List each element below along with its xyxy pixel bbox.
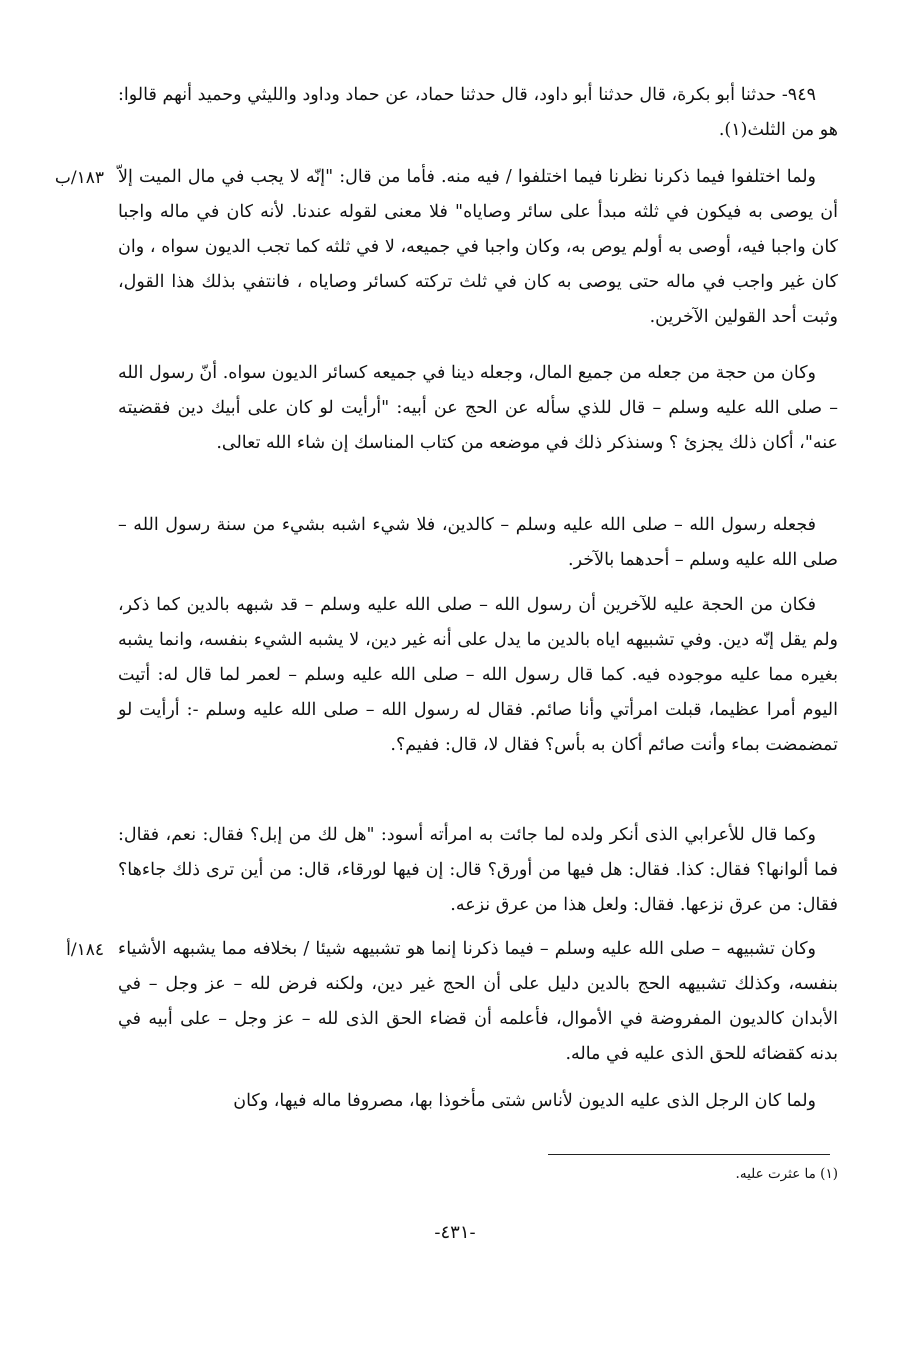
paragraph-block-2: [118, 160, 838, 335]
paragraph-disagreement: ولما اختلفوا فيما ذكرنا نظرنا فيما اختلفوا / فيه منه. فأما من قال: "إنّه لا يجب في مال الميت إلاّ أن يوصى به فيكون في ثلثه مبدأ على سائر وصاياه" فلا معنى لقوله عندنا. لأنه كان في ماله واجبا كان واجبا فيه، أوصى به أولم يوص به، وكان واجبا في جميعه، لا في ثلثه كما تجب الديون سواه ، وان كان غير واجب في ماله حتى يوصى به كان في ثلث تركته كسائر وصاياه ، فانتفي بذلك هذا القول، وثبت أحد القولين الآخرين.: [118, 167, 838, 327]
footnote: (١) ما عثرت عليه.: [735, 1166, 838, 1182]
margin-folio-183b: ١٨٣/ب: [54, 168, 104, 188]
paragraph-block-8: [118, 1084, 838, 1119]
margin-folio-184a: ١٨٤/أ: [66, 940, 104, 960]
footnote-divider: [548, 1154, 830, 1155]
paragraph-block-6: [118, 818, 838, 923]
page-number: -٤٣١-: [434, 1222, 476, 1243]
paragraph-like-debt: فجعله رسول الله – صلى الله عليه وسلم – كالدين، فلا شيء اشبه بشيء من سنة رسول الله – صلى الله عليه وسلم – أحدهما بالآخر.: [118, 515, 838, 570]
paragraph-block-5: [118, 588, 838, 763]
paragraph-bedouin: وكما قال للأعرابي الذى أنكر ولده لما جائت به امرأته أسود: "هل لك من إبل؟ فقال: نعم، فقال: فما ألوانها؟ فقال: كذا. فقال: هل فيها من أورق؟ قال: إن فيها لورقاء، قال: من أين ترى ذلك جاءها؟ فقال: من عرق نزعها. فقال: ولعل هذا من عرق نزعه.: [118, 825, 838, 915]
hadith-paragraph: [118, 78, 838, 148]
paragraph-block-3: [118, 356, 838, 461]
paragraph-949: ٩٤٩- حدثنا أبو بكرة، قال حدثنا أبو داود، قال حدثنا حماد، عن حماد وداود والليثي وحميد أنهم قالوا: هو من الثلث(١).: [118, 85, 838, 140]
paragraph-comparison: وكان تشبيهه – صلى الله عليه وسلم – فيما ذكرنا إنما هو تشبيهه شيئا / بخلافه مما يشبهه الأشياء بنفسه، وكذلك تشبيهه الحج بالدين دليل على أن الحج غير دين، ولكنه فرض لله – عز وجل – في الأبدان كالديون المفروضة في الأموال، فأعلمه أن قضاء الحق الذى لله – عز وجل – على أبيه في بدنه كقضائه للحق الذى عليه في ماله.: [118, 939, 838, 1064]
paragraph-block-4: [118, 508, 838, 578]
paragraph-counter-argument: فكان من الحجة عليه للآخرين أن رسول الله – صلى الله عليه وسلم – قد شبهه بالدين كما ذكر، ولم يقل إنّه دين. وفي تشبيهه اياه بالدين ما يدل على أنه غير دين، لا يشبه الشيء بنفسه، وانما يشبه بغيره مما عليه موجوده فيه. كما قال رسول الله – صلى الله عليه وسلم – لعمر لما قال له: أتيت اليوم أمرا عظيما، قبلت امرأتي وأنا صائم. فقال له رسول الله – صلى الله عليه وسلم -: أرأيت لو تمضمضت بماء وأنت صائم أكان به بأس؟ فقال لا، قال: ففيم؟.: [118, 595, 838, 755]
paragraph-block-7: [118, 932, 838, 1072]
paragraph-argument: وكان من حجة من جعله من جميع المال، وجعله دينا في جميعه كسائر الديون سواه. أنّ رسول الله – صلى الله عليه وسلم – قال للذي سأله عن الحج عن أبيه: "أرأيت لو كان على أبيك دين فقضيته عنه"، أكان ذلك يجزئ ؟ وسنذكر ذلك في موضعه من كتاب المناسك إن شاء الله تعالى.: [118, 363, 839, 453]
paragraph-debtor: ولما كان الرجل الذى عليه الديون لأناس شتى مأخوذا بها، مصروفا ماله فيها، وكان: [233, 1091, 816, 1111]
